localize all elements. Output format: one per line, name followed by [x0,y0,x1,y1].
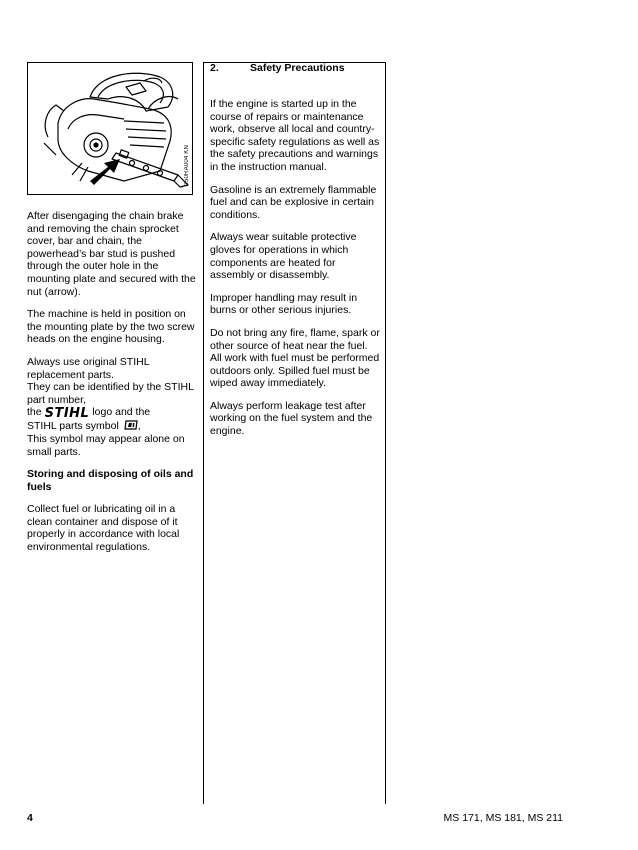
column-divider-left [203,62,204,804]
left-column [27,210,197,564]
figure-code: 250RA004 KN [184,145,190,186]
parts-the: the [27,406,42,419]
storing-disposing-heading: Storing and disposing of oils and fuels [27,468,194,493]
safety-paragraph-handling: Improper handling may result in burns or other serious injuries. [210,291,358,317]
parts-line-3: This symbol may appear alone on small parts. [27,432,185,458]
safety-paragraph-fire: Do not bring any fire, flame, spark or other source of heat near the fuel. All work with fuel must be performed outdoors only. Spilled fuel must be wiped away immediately. [210,326,380,390]
safety-paragraph-leakage: Always perform leakage test after working on the fuel system and the engine. [210,399,373,438]
safety-paragraph-engine: If the engine is started up in the course of repairs or maintenance work, observe all local and country-specific safety regulations as well as the safety precautions and warnings in the instruction manual. [210,98,380,173]
stihl-logo: STIHL [44,406,90,422]
parts-logo-suffix: logo and the [92,406,151,419]
stihl-parts-symbol-icon [124,420,138,430]
holding-paragraph: The machine is held in position on the mounting plate by the two screw heads on the engine housing. [27,308,195,346]
parts-symbol-prefix: STIHL parts symbol [27,420,119,433]
chainsaw-illustration-figure [27,62,193,195]
disposal-paragraph: Collect fuel or lubricating oil in a clean container and dispose of it properly in accordance with local environmental regulations. [27,503,180,554]
model-list: MS 171, MS 181, MS 211 [443,812,563,824]
parts-line-1: Always use original STIHL replacement parts. [27,355,150,381]
page-number: 4 [27,812,33,824]
parts-line-2: They can be identified by the STIHL part number, [27,381,194,406]
safety-paragraph-gasoline: Gasoline is an extremely flammable fuel and can be explosive in certain conditions. [210,183,377,221]
parts-paragraph [27,356,197,458]
column-divider-right [385,62,386,804]
safety-paragraph-gloves: Always wear suitable protective gloves for operations in which components are heated for assembly or disassembly. [210,231,357,282]
parts-symbol-suffix: , [137,420,141,433]
chainsaw-icon [28,63,193,195]
section-number: 2. [210,62,219,74]
section-title: Safety Precautions [250,62,345,74]
mounting-paragraph: After disengaging the chain brake and removing the chain sprocket cover, bar and chain, the powerhead’s bar stud is pushed through the outer hole in the mounting plate and secured with the nut (arrow). [27,210,196,298]
safety-column [210,98,380,448]
